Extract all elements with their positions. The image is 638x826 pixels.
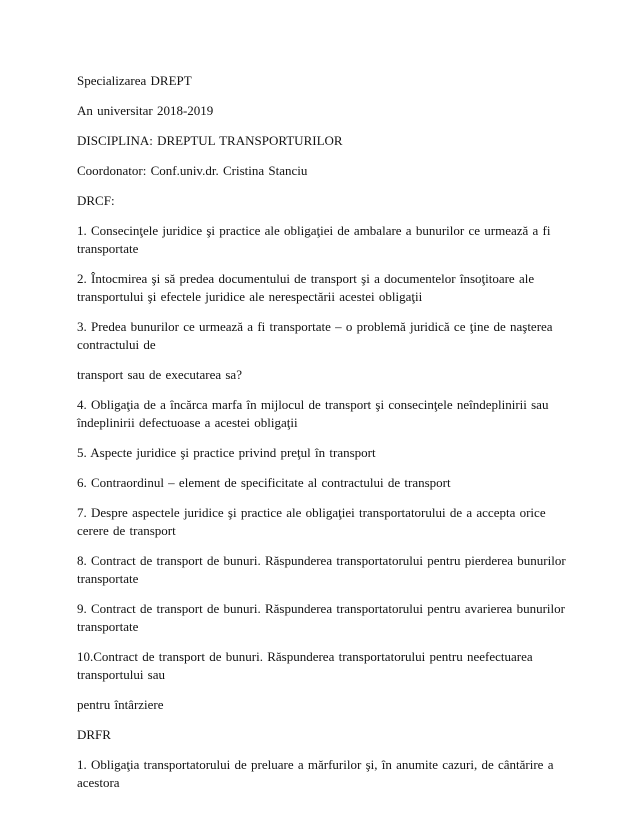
drcf-item-1: 1. Consecinţele juridice şi practice ale obligaţiei de ambalare a bunurilor ce urmează a fi transportate bbox=[77, 223, 551, 256]
drcf-item-9: 9. Contract de transport de bunuri. Răspunderea transportatorului pentru avarierea bunurilor transportate bbox=[77, 601, 565, 634]
drcf-item-7: 7. Despre aspectele juridice şi practice ale obligaţiei transportatorului de a accepta orice cerere de transport bbox=[77, 505, 546, 538]
drcf-item-10-continuation: pentru întârziere bbox=[77, 697, 164, 712]
document-page bbox=[77, 72, 567, 802]
discipline-line: DISCIPLINA: DREPTUL TRANSPORTURILOR bbox=[77, 133, 343, 148]
section-heading-drcf: DRCF: bbox=[77, 193, 115, 208]
drcf-item-10: 10.Contract de transport de bunuri. Răspunderea transportatorului pentru neefectuarea transportului sau bbox=[77, 649, 533, 682]
section-heading-drfr: DRFR bbox=[77, 727, 111, 742]
academic-year-line: An universitar 2018-2019 bbox=[77, 103, 214, 118]
drcf-item-3-continuation: transport sau de executarea sa? bbox=[77, 367, 242, 382]
drcf-item-3: 3. Predea bunurilor ce urmează a fi transportate – o problemă juridică ce ţine de naşterea contractului de bbox=[77, 319, 553, 352]
specialization-line: Specializarea DREPT bbox=[77, 73, 192, 88]
coordinator-line: Coordonator: Conf.univ.dr. Cristina Stanciu bbox=[77, 163, 308, 178]
drcf-item-2: 2. Întocmirea şi să predea documentului de transport şi a documentelor însoţitoare ale transportului şi efectele juridice ale nerespectării acestei obligaţii bbox=[77, 271, 535, 304]
drcf-item-5: 5. Aspecte juridice şi practice privind preţul în transport bbox=[77, 445, 376, 460]
drcf-item-6: 6. Contraordinul – element de specificitate al contractului de transport bbox=[77, 475, 451, 490]
drcf-item-8: 8. Contract de transport de bunuri. Răspunderea transportatorului pentru pierderea bunurilor transportate bbox=[77, 553, 566, 586]
drcf-item-4: 4. Obligaţia de a încărca marfa în mijlocul de transport şi consecinţele neîndeplinirii sau îndeplinirii defectuoase a acestei obligaţii bbox=[77, 397, 549, 430]
drfr-item-1: 1. Obligaţia transportatorului de preluare a mărfurilor şi, în anumite cazuri, de cântărire a acestora bbox=[77, 757, 554, 790]
